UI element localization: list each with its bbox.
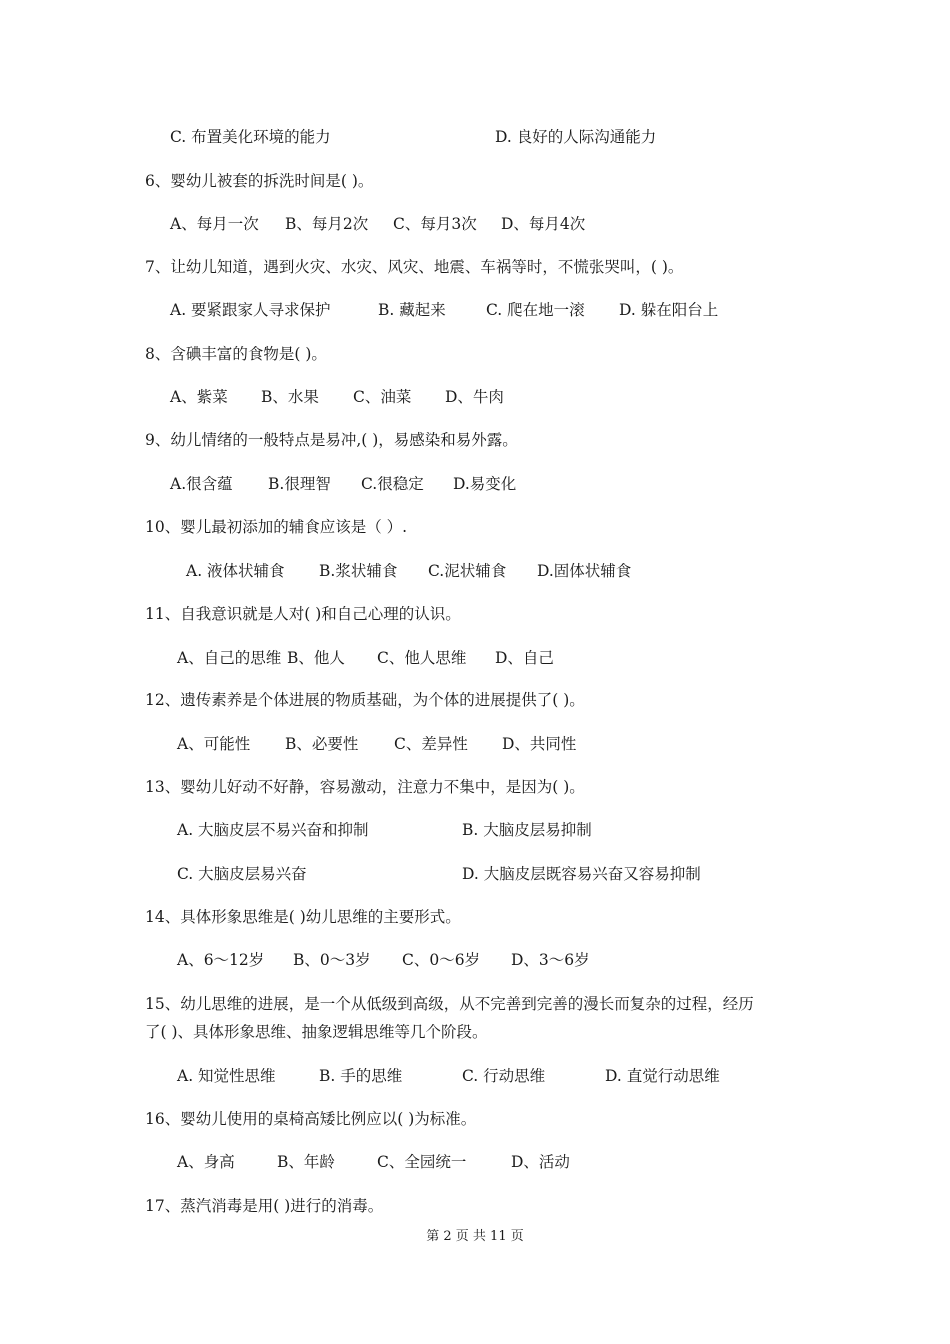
option-c: C. 大脑皮层易兴奋: [177, 865, 307, 883]
question-12: 12、遗传素养是个体进展的物质基础，为个体的进展提供了( )。: [145, 691, 585, 709]
option-c: C、每月3次: [393, 215, 477, 233]
option-c: C、差异性: [394, 735, 468, 753]
option-b: B. 手的思维: [319, 1067, 403, 1085]
question-6: 6、婴幼儿被套的拆洗时间是( )。: [145, 172, 374, 190]
question-13-option-d-wrap: [462, 864, 701, 884]
option-d: D. 大脑皮层既容易兴奋又容易抑制: [462, 865, 701, 883]
option-a: A.很含蕴: [170, 475, 233, 493]
option-a: A. 知觉性思维: [177, 1067, 276, 1085]
question-11: 11、自我意识就是人对( )和自己心理的认识。: [145, 605, 461, 623]
question-13-options-row2: [177, 864, 307, 884]
option-c: C、0～6岁: [402, 951, 481, 969]
question-8: 8、含碘丰富的食物是( )。: [145, 345, 327, 363]
option-a: A、自己的思维: [177, 649, 282, 667]
option-c: C、全园统一: [377, 1153, 467, 1171]
question-9: 9、幼儿情绪的一般特点是易冲,( )，易感染和易外露。: [145, 431, 518, 449]
option-d: D.易变化: [453, 475, 517, 493]
option-b: B.很理智: [268, 475, 331, 493]
option-d: D.固体状辅食: [537, 562, 632, 580]
question-15-line2: 了( )、具体形象思维、抽象逻辑思维等几个阶段。: [145, 1023, 488, 1041]
option-b: B.浆状辅食: [319, 562, 398, 580]
option-c: C.泥状辅食: [428, 562, 507, 580]
question-13-options-row1: [177, 820, 369, 840]
option-b: B、他人: [287, 649, 345, 667]
question-13-option-b-wrap: [462, 820, 592, 840]
question-7-options: [170, 300, 718, 320]
question-14: 14、具体形象思维是( )幼儿思维的主要形式。: [145, 908, 461, 926]
option-d: D、自己: [495, 649, 554, 667]
option-c: C. 布置美化环境的能力: [170, 128, 331, 146]
option-c: C、油菜: [353, 388, 412, 406]
option-d: D、牛肉: [445, 388, 504, 406]
question-8-options: [170, 387, 504, 407]
question-10: 10、婴儿最初添加的辅食应该是（ ）.: [145, 518, 408, 536]
option-b: B、水果: [261, 388, 319, 406]
option-d-wrap: [495, 127, 656, 147]
option-d: D. 直觉行动思维: [605, 1067, 720, 1085]
option-a: A、可能性: [177, 735, 251, 753]
option-d: D. 躲在阳台上: [619, 301, 719, 319]
option-a: A、紫菜: [170, 388, 228, 406]
question-10-options: [186, 561, 631, 581]
option-row: [170, 127, 331, 147]
option-d: D. 良好的人际沟通能力: [495, 128, 657, 146]
option-d: D、每月4次: [501, 215, 586, 233]
option-a: A. 要紧跟家人寻求保护: [170, 301, 331, 319]
option-a: A. 大脑皮层不易兴奋和抑制: [177, 821, 369, 839]
question-6-options: [170, 214, 585, 234]
question-7: 7、让幼儿知道，遇到火灾、水灾、风灾、地震、车祸等时，不慌张哭叫，( )。: [145, 258, 684, 276]
question-14-options: [177, 950, 590, 970]
option-a: A、身高: [177, 1153, 235, 1171]
question-17: 17、蒸汽消毒是用( )进行的消毒。: [145, 1197, 384, 1215]
option-b: B. 藏起来: [378, 301, 446, 319]
question-12-options: [177, 734, 576, 754]
page-footer: 第 2 页 共 11 页: [426, 1229, 524, 1244]
option-b: B、年龄: [277, 1153, 335, 1171]
option-d: D、共同性: [502, 735, 577, 753]
option-b: B. 大脑皮层易抑制: [462, 821, 592, 839]
question-11-options: [177, 648, 554, 668]
option-c: C.很稳定: [361, 475, 424, 493]
question-15-line1: 15、幼儿思维的进展，是一个从低级到高级，从不完善到完善的漫长而复杂的过程，经历: [145, 995, 754, 1013]
question-16-options: [177, 1152, 570, 1172]
question-15-options: [177, 1066, 720, 1086]
question-16: 16、婴幼儿使用的桌椅高矮比例应以( )为标准。: [145, 1110, 477, 1128]
option-c: C. 爬在地一滚: [486, 301, 585, 319]
option-d: D、活动: [511, 1153, 570, 1171]
option-c: C、他人思维: [377, 649, 467, 667]
option-a: A、每月一次: [170, 215, 259, 233]
option-b: B、每月2次: [285, 215, 369, 233]
option-a: A、6～12岁: [177, 951, 265, 969]
option-a: A. 液体状辅食: [186, 562, 285, 580]
option-b: B、必要性: [285, 735, 359, 753]
question-9-options: [170, 474, 516, 494]
option-b: B、0～3岁: [293, 951, 371, 969]
option-d: D、3～6岁: [511, 951, 590, 969]
question-13: 13、婴幼儿好动不好静，容易激动，注意力不集中，是因为( )。: [145, 778, 585, 796]
option-c: C. 行动思维: [462, 1067, 546, 1085]
